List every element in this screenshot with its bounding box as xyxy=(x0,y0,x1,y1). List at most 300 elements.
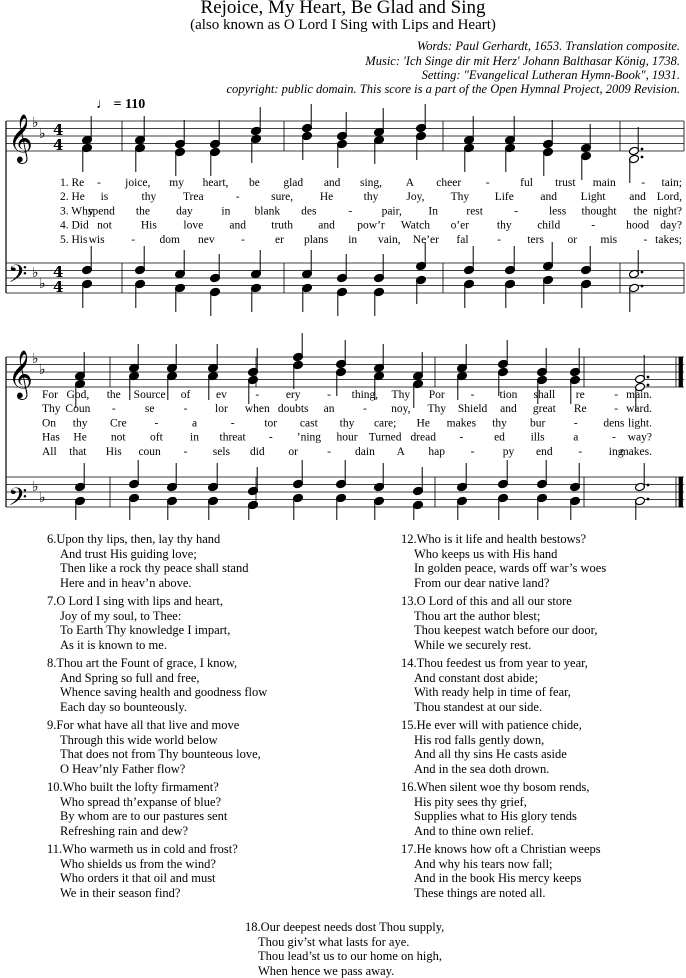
lyric-syllable: dain xyxy=(355,445,375,458)
stanza-text: Each day so bounteously. xyxy=(60,699,187,714)
note xyxy=(413,500,424,520)
lyric-syllable: - xyxy=(183,403,188,416)
note xyxy=(374,254,385,283)
lyric-syllable: - xyxy=(241,233,245,246)
lyric-syllable: the xyxy=(633,205,648,218)
note xyxy=(293,360,304,389)
stanza-line xyxy=(47,733,261,748)
note xyxy=(457,496,468,520)
stanza-line xyxy=(47,762,261,777)
stanza-number: 15. xyxy=(401,718,417,732)
stanza-text: O Lord I sing with lips and heart, xyxy=(56,594,224,608)
lyric-syllable: tion xyxy=(499,389,518,401)
stanza-text: Supplies what to His glory tends xyxy=(414,809,577,823)
lyric-syllable: less xyxy=(548,205,567,218)
note xyxy=(413,467,424,496)
lyric-syllable: hour xyxy=(336,431,358,444)
note xyxy=(293,333,304,362)
lyric-syllable: All xyxy=(42,445,57,458)
lyric-syllable: doubts xyxy=(277,403,309,416)
lyric-syllable: - xyxy=(591,219,596,232)
note xyxy=(251,283,262,312)
note xyxy=(129,460,140,489)
dot xyxy=(647,498,650,501)
lyric-syllable: - xyxy=(111,403,116,416)
note xyxy=(336,367,347,396)
note xyxy=(505,279,516,308)
lyric-syllable: or xyxy=(288,445,298,458)
stanza-line xyxy=(47,623,230,638)
flat-icon: ♭ xyxy=(39,276,46,292)
lyric-syllable: night? xyxy=(653,205,682,218)
time-signature: 4 xyxy=(53,278,64,296)
stanza-block xyxy=(401,656,588,714)
lyric-syllable: ev xyxy=(215,389,227,401)
stanza-text: Who warmeth us in cold and frost? xyxy=(62,842,238,856)
note xyxy=(416,104,427,133)
lyric-syllable: noy, xyxy=(391,403,411,416)
lyric-syllable: - xyxy=(363,403,367,416)
note xyxy=(251,134,262,163)
stanza-line xyxy=(401,809,590,824)
lyric-syllable: main. xyxy=(626,389,652,401)
stanza-line xyxy=(401,886,601,901)
stanza-line xyxy=(47,561,248,576)
lyric-syllable: - xyxy=(235,191,240,204)
lyric-syllable: thing, xyxy=(351,389,379,401)
lyric-syllable: child xyxy=(537,219,561,232)
stanza-line xyxy=(47,842,238,857)
flat-icon: ♭ xyxy=(39,362,46,378)
lyric-syllable: His xyxy=(140,219,157,232)
lyric-syllable: and xyxy=(323,177,341,189)
lyric-syllable: On xyxy=(42,417,57,430)
note xyxy=(374,108,385,137)
note xyxy=(293,460,304,489)
note xyxy=(464,143,475,172)
lyric-syllable: - xyxy=(514,205,519,218)
lyric-syllable: and xyxy=(229,219,247,232)
stanza-line xyxy=(245,920,444,935)
lyric-syllable: ed xyxy=(494,431,505,444)
stanza-text: Here and in heav’n above. xyxy=(60,575,192,590)
stanza-block xyxy=(47,532,248,590)
note xyxy=(336,460,347,489)
lyric-syllable: makes. xyxy=(619,445,652,458)
note xyxy=(505,116,516,145)
lyric-syllable: He xyxy=(319,191,334,204)
stanza-line xyxy=(401,594,597,609)
quarter-note-icon: ♩ xyxy=(96,97,110,112)
stanza-line xyxy=(401,547,606,562)
note xyxy=(210,147,221,176)
lyric-syllable: day? xyxy=(660,219,682,232)
lyric-syllable: - xyxy=(470,389,475,401)
lyric-syllable: shall xyxy=(533,389,556,401)
lyric-syllable: A xyxy=(405,177,415,189)
lyric-syllable: thy xyxy=(363,191,379,204)
note xyxy=(570,348,581,377)
stanza-text: His pity sees thy grief, xyxy=(414,794,527,809)
stanza-text: His rod falls gently down, xyxy=(414,732,545,747)
stanza-line xyxy=(401,700,588,715)
stanza-text: He knows how oft a Christian weeps xyxy=(416,842,601,856)
stanza-number: 10. xyxy=(47,780,63,794)
stanza-text: Whence saving health and goodness flow xyxy=(60,685,268,699)
stanza-text: Thou feedest us from year to year, xyxy=(416,656,588,670)
lyric-syllable: coun xyxy=(138,445,161,458)
stanza-line xyxy=(401,638,597,653)
stanza-line xyxy=(47,871,238,886)
lyric-syllable: For xyxy=(42,389,58,401)
note xyxy=(175,283,186,312)
stanza-text: These things are noted all. xyxy=(414,885,546,900)
flat-icon: ♭ xyxy=(32,265,39,281)
lyric-syllable: in xyxy=(190,431,199,444)
tempo-value: = 110 xyxy=(113,97,146,112)
lyric-syllable: hood xyxy=(626,219,650,232)
lyric-syllable: way? xyxy=(627,431,652,444)
stanza-text: For what have all that live and move xyxy=(56,718,240,732)
lyric-syllable: day xyxy=(176,205,193,218)
lyric-syllable: ful xyxy=(520,177,533,189)
stanza-text: He ever will with patience chide, xyxy=(416,718,582,732)
stanza-text: Upon thy lips, then, lay thy hand xyxy=(56,532,221,546)
lyric-syllable: 1. Re xyxy=(60,177,85,189)
stanza-number: 14. xyxy=(401,656,417,670)
note xyxy=(337,287,348,316)
stanza-line xyxy=(401,747,582,762)
lyric-syllable: Watch xyxy=(400,219,430,232)
lyric-syllable: - xyxy=(573,417,578,430)
lyric-syllable: tor xyxy=(264,417,278,430)
dot xyxy=(641,148,644,151)
stanza-line xyxy=(47,547,248,562)
stanza-text: O Lord of this and all our store xyxy=(416,594,572,608)
stanza-block xyxy=(401,594,597,652)
note xyxy=(464,116,475,145)
stanza-line xyxy=(401,857,601,872)
stanza-line xyxy=(401,532,606,547)
note xyxy=(581,151,592,180)
lyric-syllable: the xyxy=(106,389,121,401)
lyric-syllable: Source xyxy=(133,389,166,401)
stanza-text: Who built the lofty firmament? xyxy=(62,780,219,794)
note xyxy=(208,496,219,520)
lyric-syllable: and xyxy=(629,191,646,204)
lyric-syllable: wis xyxy=(88,233,105,246)
lyric-syllable: truth xyxy=(271,219,294,232)
stanza-line xyxy=(401,718,582,733)
lyric-syllable: thy xyxy=(141,191,157,204)
lyric-syllable: Has xyxy=(42,431,60,444)
lyric-syllable: Ne’er xyxy=(412,233,439,246)
lyric-syllable: Re xyxy=(573,403,587,416)
lyric-syllable: - xyxy=(611,431,616,444)
lyric-syllable: Shield xyxy=(457,403,488,416)
lyric-syllable: sing, xyxy=(359,177,383,189)
note xyxy=(413,379,424,408)
note xyxy=(248,467,259,496)
lyric-syllable: bur xyxy=(529,417,546,430)
note xyxy=(336,340,347,369)
lyric-syllable: thy xyxy=(339,417,355,430)
bass-clef-icon: 𝄢 xyxy=(8,260,28,295)
lyric-syllable: love xyxy=(183,219,204,232)
lyric-syllable: - xyxy=(131,233,136,246)
lyric-syllable: Coun xyxy=(65,403,91,416)
note xyxy=(629,250,644,279)
lyric-syllable: fal xyxy=(456,233,469,246)
note xyxy=(337,112,348,141)
lyric-syllable: ery xyxy=(285,389,301,401)
time-signature: 4 xyxy=(53,136,64,154)
stanza-line xyxy=(401,576,606,591)
stanza-text: Who spread th’expanse of blue? xyxy=(60,794,222,809)
stanza-number: 18. xyxy=(245,920,261,934)
lyric-syllable: spend xyxy=(88,205,115,218)
lyric-syllable: 5. His xyxy=(60,233,88,246)
dot xyxy=(647,376,650,379)
stanza-number: 8. xyxy=(47,656,57,670)
note xyxy=(416,242,427,271)
lyric-syllable: - xyxy=(327,389,331,401)
lyric-syllable: ters xyxy=(527,233,544,246)
lyric-syllable: mis xyxy=(600,233,618,246)
lyric-syllable: se xyxy=(144,403,155,416)
stanza-text: Then like a rock thy peace shall stand xyxy=(60,561,249,575)
note xyxy=(374,496,385,520)
lyric-syllable: ’ning xyxy=(296,431,322,444)
lyric-syllable: lor xyxy=(215,403,228,416)
stanza-number: 16. xyxy=(401,780,417,794)
note xyxy=(537,348,548,377)
lyric-syllable: - xyxy=(327,445,331,458)
stanza-text: To Earth Thy knowledge I impart, xyxy=(60,623,231,637)
stanza-line xyxy=(47,638,230,653)
note xyxy=(167,344,178,373)
stanza-line xyxy=(47,857,238,872)
lyric-syllable: - xyxy=(643,233,648,246)
lyric-syllable: Joy, xyxy=(406,191,425,204)
stanza-block xyxy=(401,842,601,900)
note xyxy=(75,352,86,381)
lyric-syllable: - xyxy=(459,431,464,444)
stanza-line xyxy=(47,576,248,591)
note xyxy=(167,496,178,520)
lyric-syllable: and xyxy=(318,219,335,232)
lyric-syllable: er xyxy=(275,233,284,246)
lyric-syllable: not xyxy=(97,219,112,232)
note xyxy=(505,143,516,172)
note xyxy=(135,116,146,145)
stanza-number: 17. xyxy=(401,842,417,856)
note xyxy=(210,254,221,283)
note xyxy=(135,246,146,275)
lyric-syllable: sure, xyxy=(271,191,294,204)
lyric-syllable: sels xyxy=(212,445,231,458)
lyric-syllable: des xyxy=(301,205,317,218)
lyrics-system-1 xyxy=(60,177,682,246)
lyric-syllable: py xyxy=(502,445,515,458)
stanza-text: As it is known to me. xyxy=(60,637,167,652)
lyric-syllable: dread xyxy=(410,431,437,444)
stanza-line xyxy=(47,685,267,700)
lyric-syllable: Thy xyxy=(391,389,411,401)
stanza-line xyxy=(401,824,590,839)
note xyxy=(498,340,509,369)
note xyxy=(416,275,427,304)
lyric-syllable: 3. Why xyxy=(60,205,94,218)
note xyxy=(337,254,348,283)
note xyxy=(543,147,554,176)
lyric-syllable: dens xyxy=(603,417,625,430)
stanza-text: And Spring so full and free, xyxy=(60,670,200,685)
note xyxy=(135,279,146,308)
note xyxy=(543,242,554,271)
note xyxy=(129,344,140,373)
lyric-syllable: trust xyxy=(555,177,576,189)
credit-words: Words: Paul Gerhardt, 1653. Translation composite. xyxy=(417,39,680,53)
note xyxy=(210,120,221,149)
note xyxy=(629,283,644,312)
credit-copyright: copyright: public domain. This score is a part of the Open Hymnal Project, 2009 Revision. xyxy=(226,82,680,96)
lyric-syllable: Cre xyxy=(109,417,127,430)
lyric-syllable: the xyxy=(135,205,150,218)
note xyxy=(635,496,650,520)
lyric-syllable: or xyxy=(567,233,578,246)
note xyxy=(302,283,313,312)
stanza-text: And to thine own relief. xyxy=(414,823,534,838)
stanza-text: And in the sea doth drown. xyxy=(414,761,550,776)
stanza-line xyxy=(401,561,606,576)
stanza-line xyxy=(401,795,590,810)
stanza-line xyxy=(245,949,444,964)
lyric-syllable: - xyxy=(497,233,501,246)
stanza-line xyxy=(401,609,597,624)
note xyxy=(135,143,146,172)
time-signature: 4 xyxy=(53,121,64,139)
lyric-syllable: Thy xyxy=(427,403,446,416)
lyric-syllable: joice, xyxy=(125,177,151,189)
lyric-syllable: glad xyxy=(283,177,304,189)
lyric-syllable: - xyxy=(230,417,235,430)
lyric-syllable: end xyxy=(536,445,553,458)
lyric-syllable: Trea xyxy=(182,191,204,204)
stanza-text: When silent woe thy bosom rends, xyxy=(416,780,590,794)
lyric-syllable: thought xyxy=(581,205,617,218)
stanza-block xyxy=(401,780,590,838)
note xyxy=(302,131,313,160)
lyric-syllable: not xyxy=(110,431,126,444)
stanza-text: And why his tears now fall; xyxy=(414,856,553,871)
lyric-syllable: - xyxy=(578,445,583,458)
stanza-line xyxy=(245,964,444,978)
lyric-syllable: rest xyxy=(466,205,483,218)
stanza-text: Who keeps us with His hand xyxy=(414,546,558,561)
stanza-text: Who is it life and health bestows? xyxy=(416,532,587,546)
stanza-line xyxy=(47,700,267,715)
stanza-line xyxy=(401,842,601,857)
note xyxy=(337,139,348,168)
note xyxy=(75,496,86,520)
stanza-line xyxy=(401,780,590,795)
lyric-syllable: - xyxy=(255,389,260,401)
lyric-syllable: A xyxy=(396,445,405,458)
note xyxy=(248,348,259,377)
lyric-syllable: - xyxy=(614,389,619,401)
lyric-syllable: re xyxy=(575,389,585,401)
lyric-syllable: Thy xyxy=(42,403,61,416)
treble-clef-icon: 𝄞 xyxy=(8,113,33,162)
lyric-syllable: nev xyxy=(198,233,215,246)
stanza-text: With ready help in time of fear, xyxy=(414,685,571,699)
stanza-line xyxy=(47,671,267,686)
flat-icon: ♭ xyxy=(32,351,39,367)
dot xyxy=(641,271,644,274)
lyric-syllable: ward. xyxy=(626,403,652,416)
lyric-syllable: - xyxy=(183,445,188,458)
note xyxy=(498,460,509,489)
lyric-syllable: thy xyxy=(496,219,512,232)
lyric-syllable: blank xyxy=(254,205,281,218)
final-barline xyxy=(679,357,683,387)
stanza-text: Through this wide world below xyxy=(60,732,218,747)
stanza-number: 7. xyxy=(47,594,57,608)
lyric-syllable: heart, xyxy=(202,177,229,189)
note xyxy=(416,131,427,160)
lyric-syllable: Life xyxy=(494,191,514,204)
lyrics-system-2 xyxy=(42,389,652,458)
stanza-line xyxy=(47,886,238,901)
lyric-syllable: o’er xyxy=(450,219,470,232)
note xyxy=(537,460,548,489)
stanza-text: And constant dost abide; xyxy=(414,670,538,685)
lyric-syllable: thy xyxy=(492,417,507,430)
note xyxy=(457,371,468,400)
stanza-block xyxy=(401,718,582,776)
lyric-syllable: - xyxy=(348,205,353,218)
stanza-line xyxy=(47,780,227,795)
note xyxy=(208,344,219,373)
stanza-line xyxy=(47,718,261,733)
lyric-syllable: Lord, xyxy=(656,191,682,204)
lyric-syllable: - xyxy=(485,177,490,189)
note xyxy=(248,500,259,520)
lyric-syllable: in xyxy=(348,233,358,246)
dot xyxy=(647,384,650,387)
lyric-syllable: in xyxy=(221,205,231,218)
stanza-text: Thou art the author blest; xyxy=(414,608,541,623)
stanza-line xyxy=(47,532,248,547)
lyric-syllable: God, xyxy=(66,389,90,401)
note xyxy=(175,250,186,279)
note xyxy=(543,120,554,149)
bass-clef-icon: 𝄢 xyxy=(8,483,28,518)
stanza-text: Thou giv’st what lasts for aye. xyxy=(258,934,410,949)
lyric-syllable: Turned xyxy=(368,431,402,444)
stanza-line xyxy=(47,609,230,624)
stanza-line xyxy=(47,824,227,839)
stanza-block xyxy=(47,656,267,714)
page-title: Rejoice, My Heart, Be Glad and Sing xyxy=(200,0,486,18)
lyric-syllable: cheer xyxy=(436,177,462,189)
lyric-syllable: Thy xyxy=(450,191,470,204)
stanza-text: From our dear native land? xyxy=(414,575,550,590)
stanza-text: Thou lead’st us to our home on high, xyxy=(258,949,443,963)
final-barline xyxy=(679,477,683,507)
stanza-line xyxy=(401,733,582,748)
